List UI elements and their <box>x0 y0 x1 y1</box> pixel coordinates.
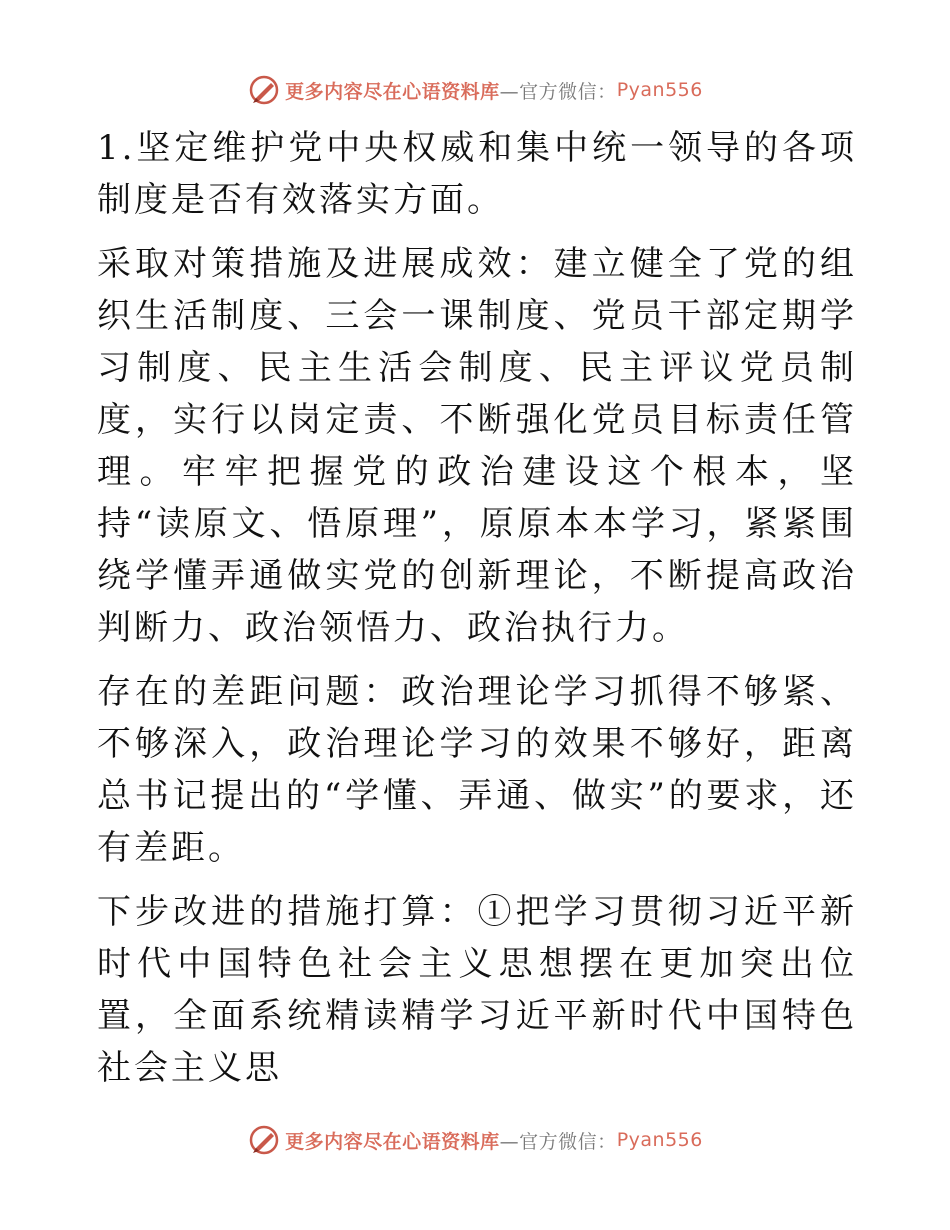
banner-wechat-id: Pyan556 <box>616 1129 703 1151</box>
gaps-paragraph: 存在的差距问题：政治理论学习抓得不够紧、不够深入，政治理论学习的效果不够好，距离总书记提出的“学懂、弄通、做实”的要求，还有差距。 <box>97 672 857 868</box>
banner-wechat-label: —官方微信： <box>499 1130 617 1153</box>
banner-wechat-id: Pyan556 <box>616 79 703 101</box>
banner-site-name: 更多内容尽在心语资料库 <box>285 80 500 103</box>
document-body <box>97 122 857 1106</box>
pen-logo-icon <box>247 73 281 107</box>
banner-wechat-label: —官方微信： <box>499 80 617 103</box>
footer-watermark-banner <box>0 1120 950 1160</box>
banner-site-name: 更多内容尽在心语资料库 <box>285 1130 500 1153</box>
pen-logo-icon <box>247 1123 281 1157</box>
measures-paragraph: 采取对策措施及进展成效：建立健全了党的组织生活制度、三会一课制度、党员干部定期学习制度、民主生活会制度、民主评议党员制度，实行以岗定责、不断强化党员目标责任管理。牢牢把握党的政治建设这个根本，坚持“读原文、悟原理”，原原本本学习，紧紧围绕学懂弄通做实党的创新理论，不断提高政治判断力、政治领悟力、政治执行力。 <box>97 244 857 648</box>
header-watermark-banner <box>0 70 950 110</box>
section-heading: 1.坚定维护党中央权威和集中统一领导的各项制度是否有效落实方面。 <box>97 128 857 220</box>
next-steps-paragraph: 下步改进的措施打算：①把学习贯彻习近平新时代中国特色社会主义思想摆在更加突出位置，全面系统精读精学习近平新时代中国特色社会主义思 <box>97 892 857 1088</box>
